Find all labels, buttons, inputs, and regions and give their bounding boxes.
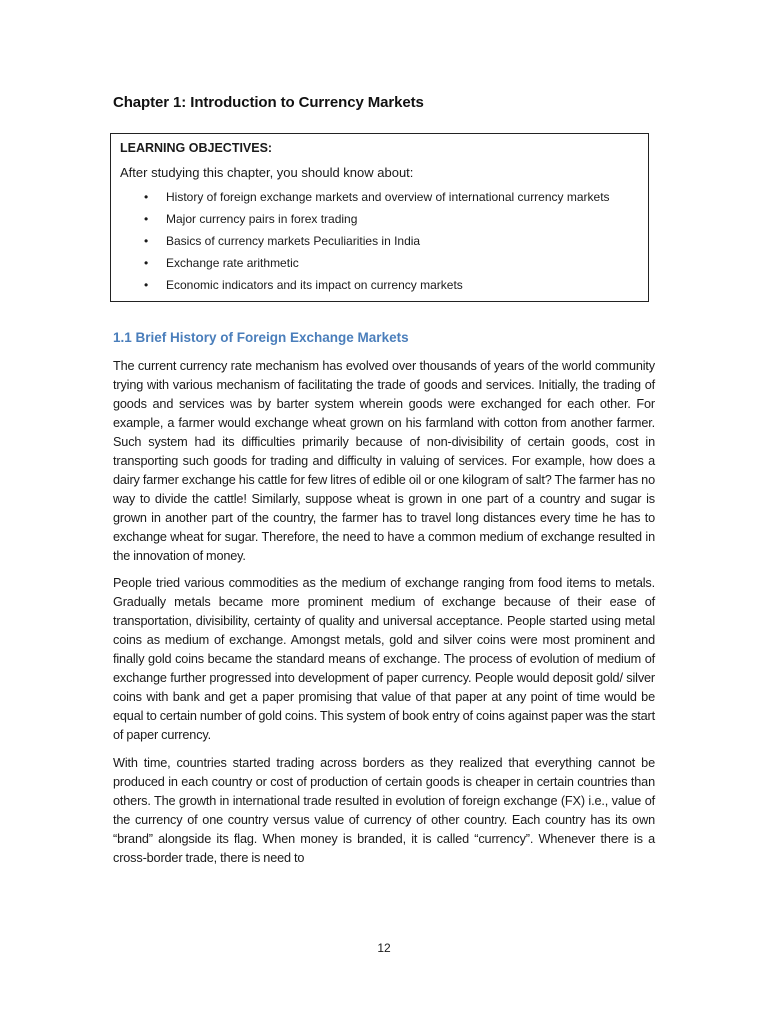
list-item (120, 252, 639, 274)
list-item-text: Basics of currency markets Peculiarities in India (166, 234, 421, 248)
body-text (113, 357, 655, 877)
section-heading: 1.1 Brief History of Foreign Exchange Markets (113, 330, 409, 345)
list-item-text: Exchange rate arithmetic (166, 256, 299, 270)
list-item-text: History of foreign exchange markets and overview of international currency markets (166, 190, 610, 204)
list-item (120, 186, 639, 208)
learning-objectives-box (110, 133, 649, 302)
paragraph: The current currency rate mechanism has evolved over thousands of years of the world community trying with various mechanism of facilitating the trade of goods and services. Initially, the trading of goods and services was by barter system wherein goods were exchanged for each other. For example, a farmer would exchange wheat grown on his farmland with cotton from another farmer. Such system had its difficulties primarily because of non-divisibility of certain goods, cost in transporting such goods for trading and difficulty in valuing of services. For example, how does a dairy farmer exchange his cattle for few litres of edible oil or one kilogram of salt? The farmer has no way to divide the cattle! Similarly, suppose wheat is grown in one part of a country and sugar is grown in another part of the country, the farmer has to travel long distances every time he has to exchange wheat for sugar. Therefore, the need to have a common medium of exchange resulted in the innovation of money. (113, 359, 655, 563)
list-item (120, 208, 639, 230)
list-item-text: Major currency pairs in forex trading (166, 212, 358, 226)
learning-objectives-list (120, 186, 639, 296)
list-item-text: Economic indicators and its impact on currency markets (166, 278, 463, 292)
learning-objectives-heading: LEARNING OBJECTIVES: (120, 141, 273, 155)
paragraph: People tried various commodities as the medium of exchange ranging from food items to metals. Gradually metals became more prominent medium of exchange because of their ease of transportation, divisibility, certainty of quality and universal acceptance. People started using metal coins as medium of exchange. Amongst metals, gold and silver coins were most prominent and finally gold coins became the standard means of exchange. The process of evolution of medium of exchange further progressed into development of paper currency. People would deposit gold/ silver coins with bank and get a paper promising that value of that paper at any point of time would be equal to certain number of gold coins. This system of book entry of coins against paper was the start of paper currency. (113, 576, 655, 743)
bullet-icon: • (144, 190, 149, 204)
bullet-icon: • (144, 234, 149, 248)
learning-objectives-intro: After studying this chapter, you should know about: (120, 165, 414, 180)
bullet-icon: • (144, 278, 149, 292)
list-item (120, 230, 639, 252)
page-number: 12 (377, 941, 391, 955)
bullet-icon: • (144, 256, 149, 270)
chapter-title: Chapter 1: Introduction to Currency Markets (113, 94, 424, 111)
paragraph: With time, countries started trading across borders as they realized that everything cannot be produced in each country or cost of production of certain goods is cheaper in certain countries than others. The growth in international trade resulted in evolution of foreign exchange (FX) i.e., value of the currency of one country versus value of currency of other country. Each country has its own “brand” alongside its flag. When money is branded, it is called “currency”. Whenever there is a cross-border trade, there is need to (113, 756, 655, 865)
bullet-icon: • (144, 212, 149, 226)
list-item (120, 274, 639, 296)
